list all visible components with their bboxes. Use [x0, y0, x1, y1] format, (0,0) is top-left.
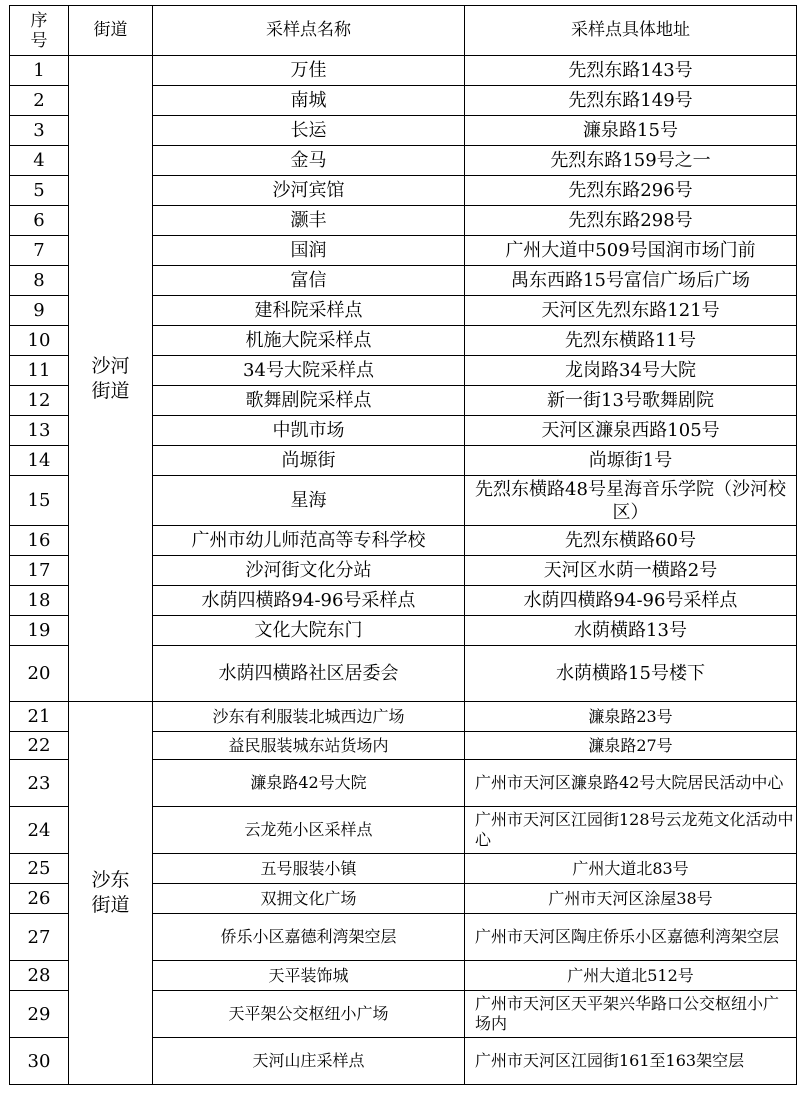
sampling-point-address: 水荫横路15号楼下	[465, 646, 797, 702]
header-no	[10, 6, 69, 56]
sampling-point-name: 34号大院采样点	[153, 356, 465, 386]
sampling-point-name: 灏丰	[153, 206, 465, 236]
sampling-point-address: 濂泉路15号	[465, 116, 797, 146]
sampling-point-name: 沙河街文化分站	[153, 556, 465, 586]
sampling-point-address: 濂泉路27号	[465, 732, 797, 760]
row-number: 20	[10, 646, 69, 702]
sampling-point-name: 水荫四横路社区居委会	[153, 646, 465, 702]
sampling-point-name: 万佳	[153, 56, 465, 86]
row-number: 18	[10, 586, 69, 616]
row-number: 2	[10, 86, 69, 116]
sampling-point-name: 双拥文化广场	[153, 884, 465, 914]
sampling-point-address: 天河区濂泉西路105号	[465, 416, 797, 446]
sampling-point-address: 先烈东横路11号	[465, 326, 797, 356]
row-number: 24	[10, 807, 69, 854]
sampling-point-address: 禺东西路15号富信广场后广场	[465, 266, 797, 296]
header-row	[10, 6, 797, 56]
sampling-point-name: 沙东有利服装北城西边广场	[153, 702, 465, 732]
sampling-point-name: 尚塬街	[153, 446, 465, 476]
sampling-point-name: 中凯市场	[153, 416, 465, 446]
sampling-point-name: 建科院采样点	[153, 296, 465, 326]
sampling-point-address: 广州市天河区天平架兴华路口公交枢纽小广场内	[465, 991, 797, 1038]
sampling-point-name: 益民服装城东站货场内	[153, 732, 465, 760]
row-number: 29	[10, 991, 69, 1038]
row-number: 12	[10, 386, 69, 416]
row-number: 9	[10, 296, 69, 326]
sampling-point-address: 水荫四横路94-96号采样点	[465, 586, 797, 616]
sampling-point-name: 濂泉路42号大院	[153, 760, 465, 807]
table-row	[10, 702, 797, 732]
sampling-point-address: 广州大道北83号	[465, 854, 797, 884]
row-number: 15	[10, 476, 69, 526]
row-number: 14	[10, 446, 69, 476]
row-number: 26	[10, 884, 69, 914]
row-number: 21	[10, 702, 69, 732]
street-name: 沙河街道	[91, 354, 130, 402]
row-number: 22	[10, 732, 69, 760]
row-number: 3	[10, 116, 69, 146]
sampling-point-address: 广州大道北512号	[465, 961, 797, 991]
sampling-point-address: 广州市天河区江园街161至163架空层	[465, 1038, 797, 1085]
sampling-point-name: 天河山庄采样点	[153, 1038, 465, 1085]
sampling-point-address: 先烈东路159号之一	[465, 146, 797, 176]
row-number: 7	[10, 236, 69, 266]
row-number: 23	[10, 760, 69, 807]
row-number: 11	[10, 356, 69, 386]
row-number: 28	[10, 961, 69, 991]
sampling-point-address: 龙岗路34号大院	[465, 356, 797, 386]
sampling-point-name: 富信	[153, 266, 465, 296]
header-address: 采样点具体地址	[465, 6, 797, 56]
row-number: 25	[10, 854, 69, 884]
sampling-point-name: 国润	[153, 236, 465, 266]
sampling-points-table	[9, 5, 797, 1085]
header-name: 采样点名称	[153, 6, 465, 56]
sampling-point-address: 濂泉路23号	[465, 702, 797, 732]
sampling-point-address: 先烈东横路60号	[465, 526, 797, 556]
street-name: 沙东街道	[91, 869, 130, 916]
sampling-point-name: 歌舞剧院采样点	[153, 386, 465, 416]
street-cell-shadong	[69, 702, 153, 1085]
row-number: 10	[10, 326, 69, 356]
sampling-point-address: 先烈东路298号	[465, 206, 797, 236]
row-number: 8	[10, 266, 69, 296]
sampling-point-name: 云龙苑小区采样点	[153, 807, 465, 854]
sampling-point-name: 天平架公交枢纽小广场	[153, 991, 465, 1038]
row-number: 30	[10, 1038, 69, 1085]
sampling-point-address: 广州市天河区濂泉路42号大院居民活动中心	[465, 760, 797, 807]
row-number: 27	[10, 914, 69, 961]
sampling-point-address: 先烈东路143号	[465, 56, 797, 86]
sampling-point-name: 沙河宾馆	[153, 176, 465, 206]
sampling-point-name: 金马	[153, 146, 465, 176]
row-number: 6	[10, 206, 69, 236]
row-number: 5	[10, 176, 69, 206]
row-number: 16	[10, 526, 69, 556]
row-number: 1	[10, 56, 69, 86]
row-number: 4	[10, 146, 69, 176]
sampling-point-address: 先烈东路149号	[465, 86, 797, 116]
sampling-point-address: 广州市天河区陶庄侨乐小区嘉德利湾架空层	[465, 914, 797, 961]
sampling-point-name: 五号服装小镇	[153, 854, 465, 884]
sampling-point-name: 机施大院采样点	[153, 326, 465, 356]
row-number: 19	[10, 616, 69, 646]
table-row	[10, 56, 797, 86]
sampling-point-address: 先烈东路296号	[465, 176, 797, 206]
sampling-point-address: 天河区先烈东路121号	[465, 296, 797, 326]
header-street: 街道	[69, 6, 153, 56]
sampling-point-name: 南城	[153, 86, 465, 116]
sampling-point-name: 广州市幼儿师范高等专科学校	[153, 526, 465, 556]
sampling-point-address: 天河区水荫一横路2号	[465, 556, 797, 586]
sampling-point-address: 广州市天河区江园街128号云龙苑文化活动中心	[465, 807, 797, 854]
sampling-point-name: 天平装饰城	[153, 961, 465, 991]
sampling-point-name: 水荫四横路94-96号采样点	[153, 586, 465, 616]
header-no-text: 序号	[30, 10, 48, 51]
sampling-point-name: 星海	[153, 476, 465, 526]
row-number: 17	[10, 556, 69, 586]
sampling-point-address: 新一街13号歌舞剧院	[465, 386, 797, 416]
sampling-point-address: 广州大道中509号国润市场门前	[465, 236, 797, 266]
sampling-point-name: 文化大院东门	[153, 616, 465, 646]
street-cell-shahe	[69, 56, 153, 702]
sampling-point-name: 长运	[153, 116, 465, 146]
sampling-point-address: 水荫横路13号	[465, 616, 797, 646]
sampling-point-address: 尚塬街1号	[465, 446, 797, 476]
sampling-point-address: 先烈东横路48号星海音乐学院（沙河校区）	[465, 476, 797, 526]
sampling-point-name: 侨乐小区嘉德利湾架空层	[153, 914, 465, 961]
sampling-point-address: 广州市天河区涂屋38号	[465, 884, 797, 914]
row-number: 13	[10, 416, 69, 446]
